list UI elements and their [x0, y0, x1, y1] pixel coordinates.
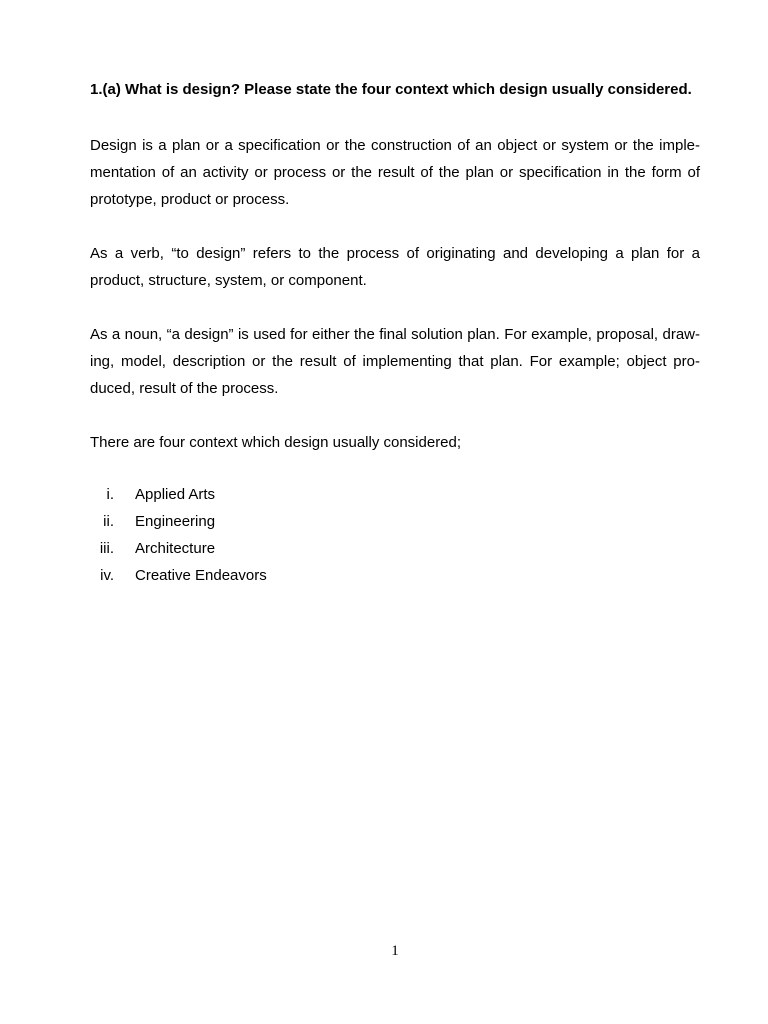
page-content	[90, 79, 700, 589]
contexts-intro-paragraph: There are four context which design usually considered;	[90, 434, 462, 451]
list-item-number: ii.	[103, 513, 114, 530]
list-item-number: i.	[106, 486, 114, 503]
definition-paragraph: Design is a plan or a specification or the construction of an object or system or the implementation of an activity or process or the result of the plan or specification in the form of prototype, product or process.	[90, 137, 700, 208]
list-item	[90, 535, 700, 562]
question-heading: 1.(a) What is design? Please state the four context which design usually considered.	[90, 81, 692, 98]
list-item-label: Creative Endeavors	[135, 567, 267, 584]
list-item	[90, 508, 700, 535]
list-item-number: iv.	[100, 567, 114, 584]
noun-paragraph: As a noun, “a design” is used for either the final solution plan. For example, proposal, drawing, model, description or the result of implementing that plan. For example; object produced, result of the process.	[90, 326, 700, 397]
list-item-label: Engineering	[135, 513, 216, 530]
list-item	[90, 562, 700, 589]
list-item	[90, 481, 700, 508]
contexts-list	[90, 481, 700, 589]
list-item-number: iii.	[99, 540, 114, 557]
verb-paragraph: As a verb, “to design” refers to the process of originating and developing a plan for a product, structure, system, or component.	[90, 245, 700, 289]
page-number: 1	[391, 943, 399, 959]
list-item-label: Applied Arts	[135, 486, 216, 503]
list-item-label: Architecture	[135, 540, 216, 557]
